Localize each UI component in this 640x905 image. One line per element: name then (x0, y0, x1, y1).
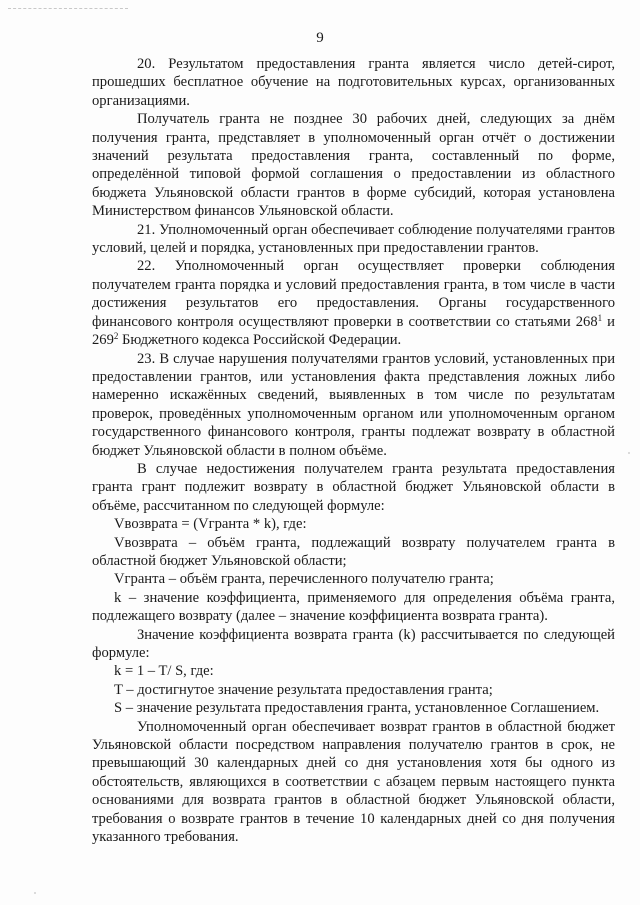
paragraph-20: 20. Результатом предоставления гранта является число детей-сирот, прошедших бесплатное обучение на подготовительных курсах, организованных организациями. (92, 56, 615, 109)
scan-speck (628, 452, 630, 454)
formula-k: k = 1 – T/ S, где: (114, 663, 214, 680)
paragraph-refund: Уполномоченный орган обеспечивает возврат грантов в областной бюджет Ульяновской области посредством направления получателю грантов в срок, не превышающий 30 календарных дней со дня установления хотя бы одного из обстоятельств, являющихся в соответствии с абзацем первым настоящего пункта основаниями для возврата грантов в областной бюджет Ульяновской области, требования о возврате грантов в течение 10 календарных дней со дня получения указанного требования. (92, 718, 615, 846)
paragraph-k-calculation: Значение коэффициента возврата гранта (k) рассчитывается по следующей формуле: (92, 626, 615, 661)
definition-v-grant: Vгранта – объём гранта, перечисленного получателю гранта; (114, 571, 494, 588)
paragraph-22-end: Бюджетного кодекса Российской Федерации. (118, 332, 402, 349)
paragraph-report: Получатель гранта не позднее 30 рабочих дней, следующих за днём получения гранта, представляет в уполномоченный орган отчёт о достижении значений результата предоставления гранта, составленный по форме, определённой типовой формой соглашения о предоставлении из областного бюджета Ульяновской области грантов в форме субсидий, которая установлена Министерством финансов Ульяновской области. (92, 111, 615, 220)
paragraph-22-mid: и 269 (92, 313, 615, 349)
document-body (92, 55, 615, 846)
superscript-1: 1 (597, 312, 603, 323)
definition-k: k – значение коэффициента, применяемого для определения объёма гранта, подлежащего возврату (далее – значение коэффициента возврата гранта). (92, 589, 615, 625)
definition-v-return: Vвозврата – объём гранта, подлежащий возврату получателем гранта в областной бюджет Ульяновской области; (92, 534, 615, 569)
paragraph-21: 21. Уполномоченный орган обеспечивает соблюдение получателями грантов условий, целей и порядка, установленных при предоставлении грантов. (92, 221, 615, 257)
paragraph-22-text: 22. Уполномоченный орган осуществляет проверки соблюдения получателем гранта порядка и условий предоставления гранта, в том числе в части достижения результатов его предоставления. Органы государственного финансового контроля осуществляют проверки в соответствии со статьями 268 (92, 258, 615, 330)
definition-t: T – достигнутое значение результата предоставления гранта; (114, 681, 493, 698)
scan-artifact (8, 8, 128, 10)
paragraph-23: 23. В случае нарушения получателями грантов условий, установленных при предоставлении грантов, или установления факта представления ложных либо намеренно искажённых сведений, выявленных в том числе по результатам проверок, проведённых уполномоченным органом или уполномоченным органом государственного финансового контроля, гранты подлежат возврату в областной бюджет Ульяновской области в полном объёме. (92, 350, 615, 459)
superscript-2: 2 (113, 331, 119, 342)
scan-speck (34, 892, 36, 894)
paragraph-nonachievement: В случае недостижения получателем гранта результата предоставления гранта грант подлежит возврату в областной бюджет Ульяновской области в объёме, рассчитанном по следующей формуле: (92, 460, 615, 514)
formula-return-volume: Vвозврата = (Vгранта * k), где: (114, 516, 307, 533)
definition-s: S – значение результата предоставления гранта, установленное Соглашением. (114, 700, 600, 717)
page-number: 9 (316, 30, 324, 46)
paragraph-22 (92, 257, 615, 349)
